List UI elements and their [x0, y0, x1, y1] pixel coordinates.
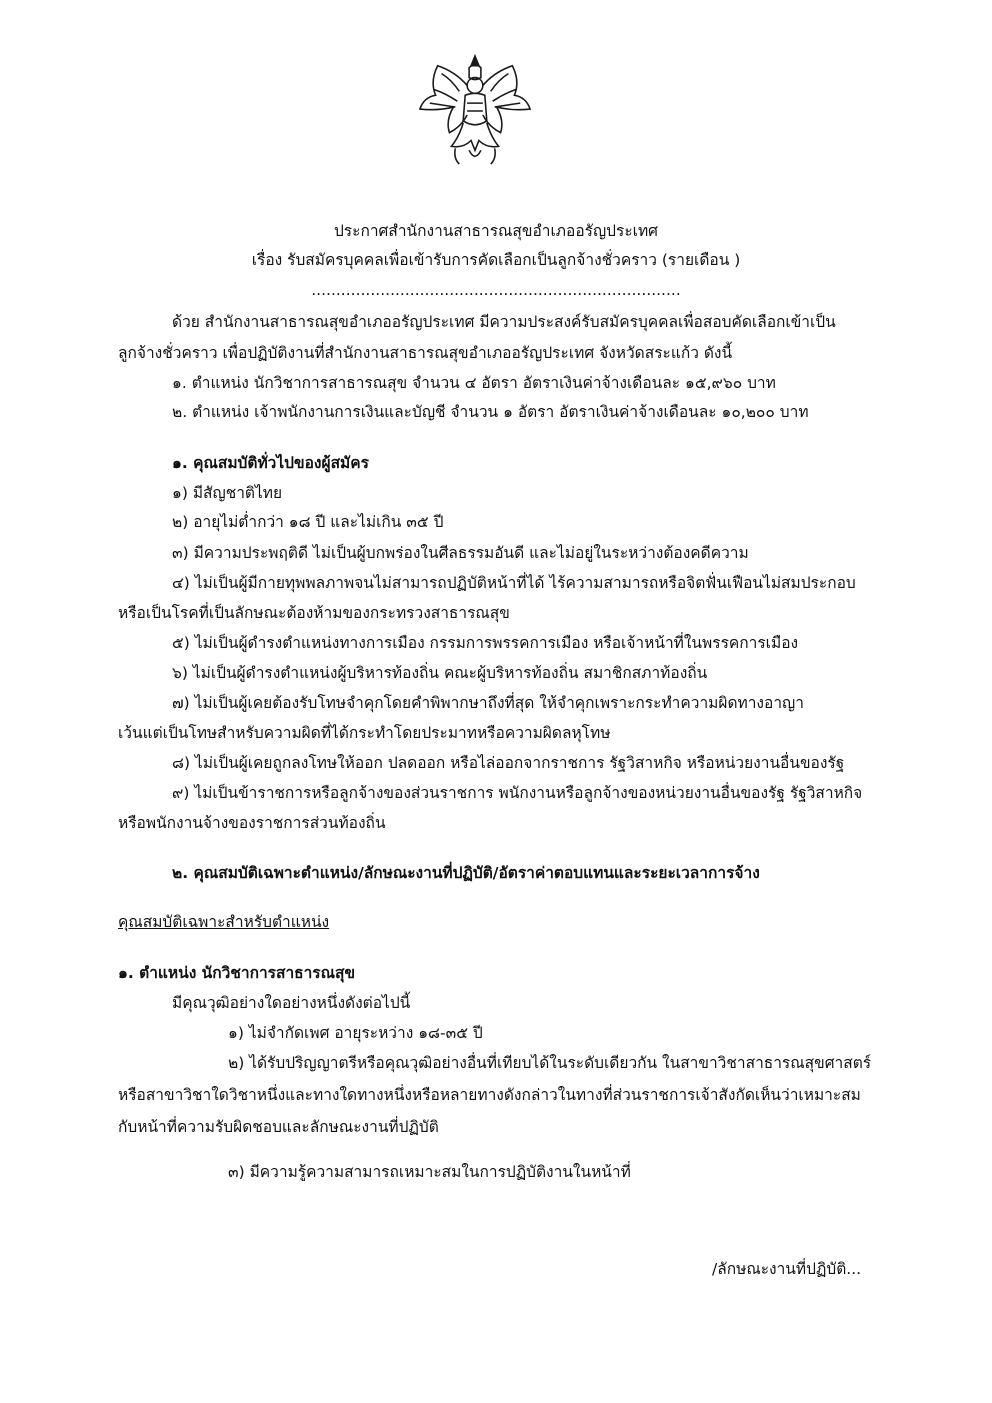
section1-heading: ๑. คุณสมบัติทั่วไปของผู้สมัคร — [172, 454, 369, 472]
qualification-line: ๑) มีสัญชาติไทย — [172, 484, 283, 502]
qualification-line: ๕) ไม่เป็นผู้ดำรงตำแหน่งทางการเมือง กรรมการพรรคการเมือง หรือเจ้าหน้าที่ในพรรคการเมือง — [172, 634, 799, 652]
requirement-line: ๓) มีความรู้ความสามารถเหมาะสมในการปฏิบัติงานในหน้าที่ — [228, 1163, 631, 1181]
qualification-line: ๙) ไม่เป็นข้าราชการหรือลูกจ้างของส่วนราชการ พนักงานหรือลูกจ้างของหน่วยงานอื่นของรัฐ รัฐวิสาหกิจ — [172, 784, 863, 802]
requirement-line: ๒) ได้รับปริญญาตรีหรือคุณวุฒิอย่างอื่นที่เทียบได้ในระดับเดียวกัน ในสาขาวิชาสาธารณสุขศาสตร์ — [228, 1054, 872, 1072]
qualification-line: ๖) ไม่เป็นผู้ดำรงตำแหน่งผู้บริหารท้องถิ่น คณะผู้บริหารท้องถิ่น สมาชิกสภาท้องถิ่น — [172, 664, 708, 682]
position-title: ๑. ตำแหน่ง นักวิชาการสาธารณสุข — [118, 964, 356, 982]
position-item-1: ๑. ตำแหน่ง นักวิชาการสาธารณสุข จำนวน ๔ อัตรา อัตราเงินค่าจ้างเดือนละ ๑๕,๙๖๐ บาท — [172, 374, 776, 392]
continuation-note: /ลักษณะงานที่ปฏิบัติ... — [712, 1260, 862, 1278]
announcement-title: ประกาศสำนักงานสาธารณสุขอำเภออรัญประเทศ — [333, 222, 659, 240]
requirement-line: หรือสาขาวิชาใดวิชาหนึ่งและทางใดทางหนึ่งหรือหลายทางดังกล่าวในทางที่ส่วนราชการเจ้าสังกัดเห็นว่าเหมาะสม — [118, 1086, 861, 1104]
qualification-line: เว้นแต่เป็นโทษสำหรับความผิดที่ได้กระทำโดยประมาทหรือความผิดลหุโทษ — [118, 724, 611, 742]
qualification-line: ๔) ไม่เป็นผู้มีกายทุพพลภาพจนไม่สามารถปฏิบัติหน้าที่ได้ ไร้ความสามารถหรือจิตฟั่นเฟือนไม่สมประกอบ — [172, 574, 856, 592]
qualification-line: ๒) อายุไม่ต่ำกว่า ๑๘ ปี และไม่เกิน ๓๕ ปี — [172, 513, 444, 531]
qualification-line: ๓) มีความประพฤติดี ไม่เป็นผู้บกพร่องในศีลธรรมอันดี และไม่อยู่ในระหว่างต้องคดีความ — [172, 544, 749, 562]
qualification-line: หรือเป็นโรคที่เป็นลักษณะต้องห้ามของกระทรวงสาธารณสุข — [118, 604, 510, 622]
intro-paragraph-line-1: ด้วย สำนักงานสาธารณสุขอำเภออรัญประเทศ มีความประสงค์รับสมัครบุคคลเพื่อสอบคัดเลือกเข้าเป็น — [172, 313, 836, 331]
section2-heading: ๒. คุณสมบัติเฉพาะตำแหน่ง/ลักษณะงานที่ปฏิบัติ/อัตราค่าตอบแทนและระยะเวลาการจ้าง — [172, 864, 760, 882]
garuda-emblem-icon — [416, 52, 534, 170]
qualification-line: หรือพนักงานจ้างของราชการส่วนท้องถิ่น — [118, 814, 386, 832]
qualification-line: ๘) ไม่เป็นผู้เคยถูกลงโทษให้ออก ปลดออก หรือไล่ออกจากราชการ รัฐวิสาหกิจ หรือหน่วยงานอื่นของรัฐ — [172, 754, 845, 772]
requirement-line: ๑) ไม่จำกัดเพศ อายุระหว่าง ๑๘-๓๕ ปี — [228, 1024, 483, 1042]
intro-paragraph-line-2: ลูกจ้างชั่วคราว เพื่อปฏิบัติงานที่สำนักงานสาธารณสุขอำเภออรัญประเทศ จังหวัดสระแก้ว ดังนี้ — [118, 344, 733, 362]
qualification-line: ๗) ไม่เป็นผู้เคยต้องรับโทษจำคุกโดยคำพิพากษาถึงที่สุด ให้จำคุกเพราะกระทำความผิดทางอาญา — [172, 694, 804, 712]
announcement-subject: เรื่อง รับสมัครบุคคลเพื่อเข้ารับการคัดเลือกเป็นลูกจ้างชั่วคราว (รายเดือน ) — [251, 251, 741, 269]
requirement-line: กับหน้าที่ความรับผิดชอบและลักษณะงานที่ปฏิบัติ — [118, 1118, 439, 1136]
separator-dots: ........................................................................... — [311, 281, 681, 299]
requirement-line: มีคุณวุฒิอย่างใดอย่างหนึ่งดังต่อไปนี้ — [172, 994, 411, 1012]
section2-subheading: คุณสมบัติเฉพาะสำหรับตำแหน่ง — [118, 913, 330, 931]
position-item-2: ๒. ตำแหน่ง เจ้าพนักงานการเงินและบัญชี จำนวน ๑ อัตรา อัตราเงินค่าจ้างเดือนละ ๑๐,๒๐๐ บาท — [172, 403, 809, 421]
